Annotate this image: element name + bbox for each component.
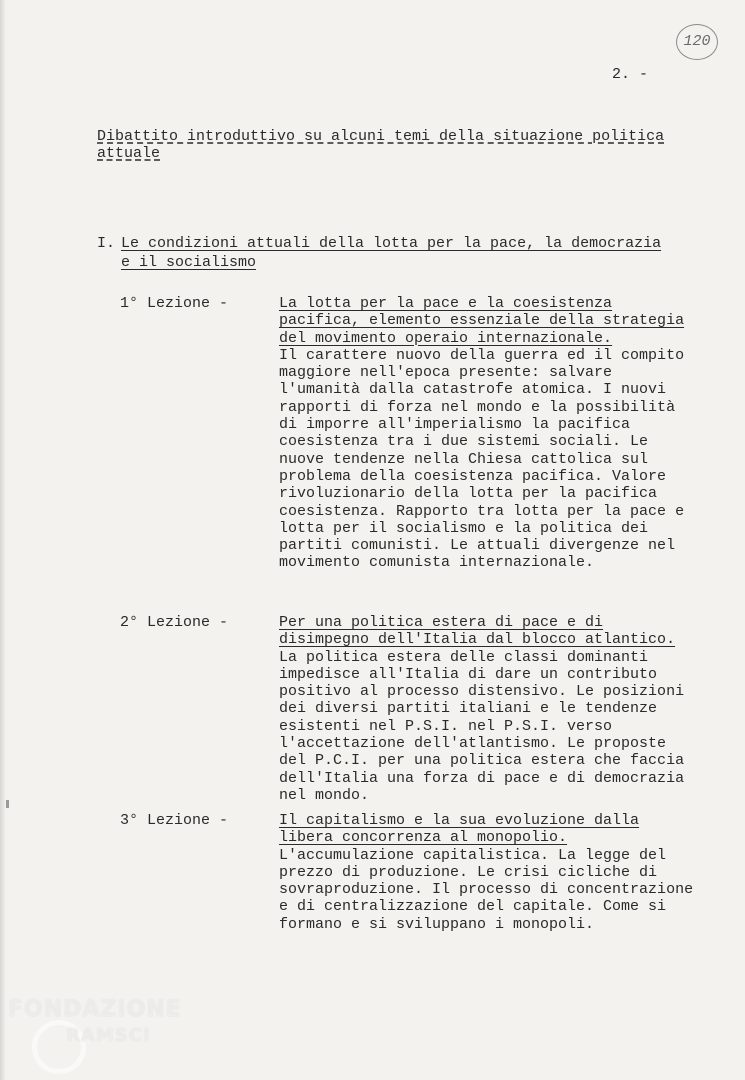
lesson-body-2: La politica estera delle classi dominanti impedisce all'Italia di dare un contributo positivo al processo distensivo. Le posizioni dei diversi partiti italiani e le tendenze esistenti nel P.S.I. nel P.S.I. verso l'accettazione dell'atlantismo. Le proposte del P.C.I. per una politica estera che faccia dell'Italia una forza di pace e di democrazia nel mondo. [279,648,685,804]
lesson-label-3: 3° Lezione - [120,812,229,829]
page-edge-shadow [0,0,6,1080]
document-title [97,128,667,162]
watermark-line-2: RAMSCI [66,1025,151,1046]
watermark-line-1: FONDAZIONE [8,997,182,1022]
archive-stamp: 120 [676,24,718,60]
lesson-label-2: 2° Lezione - [120,614,229,631]
lesson-heading-3: Il capitalismo e la sua evoluzione dalla libera concorrenza al monopolio. [279,812,640,847]
lesson-heading-1: La lotta per la pace e la coesistenza pacifica, elemento essenziale della strategia del movimento operaio internazionale. [279,295,685,347]
lesson-body-3: L'accumulazione capitalistica. La legge del prezzo di produzione. Le crisi cicliche di sovraproduzione. Il processo di concentrazione e di centralizzazione del capitale. Come si formano e si sviluppano i monopoli. [279,846,694,933]
section-title [121,234,677,272]
lesson-body-1: Il carattere nuovo della guerra ed il compito maggiore nell'epoca presente: salvare l'umanità dalla catastrofe atomica. I nuovi rapporti di forza nel mondo e la possibilità di imporre all'imperialismo la pacifica coesistenza tra i due sistemi sociali. Le nuove tendenze nella Chiesa cattolica sul problema della coesistenza pacifica. Valore rivoluzionario della lotta per la pacifica coesistenza. Rapporto tra lotta per la pace e lotta per il socialismo e la politica dei partiti comunisti. Le attuali divergenze nel movimento comunista internazionale. [279,346,685,572]
section-title-text: Le condizioni attuali della lotta per la pace, la democrazia e il socialismo [121,235,662,271]
lesson-content-2 [279,614,699,804]
margin-mark [6,800,9,808]
section-number: I. [97,235,116,252]
lesson-heading-2: Per una politica estera di pace e di disimpegno dell'Italia dal blocco atlantico. [279,614,676,649]
lesson-content-1 [279,295,699,572]
fondazione-gramsci-watermark [8,998,208,1078]
page-number: 2. - [612,66,649,83]
lesson-content-3 [279,812,699,933]
lesson-label-1: 1° Lezione - [120,295,229,312]
document-title-text: Dibattito introduttivo su alcuni temi della situazione politica attuale [97,128,665,162]
